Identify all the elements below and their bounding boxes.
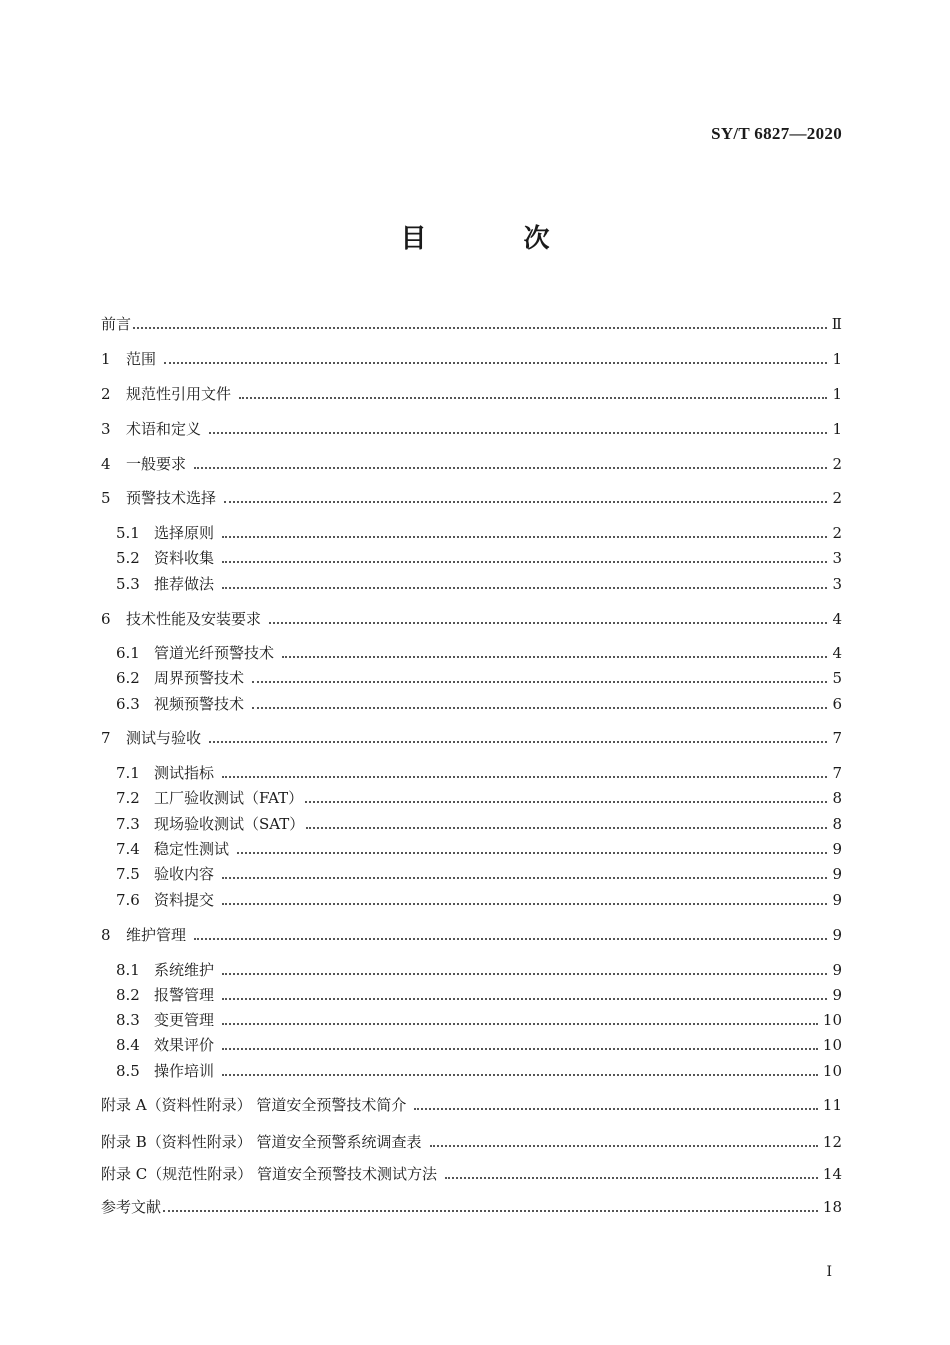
toc-entry-number: 6.1 — [116, 644, 140, 662]
toc-entry-number: 7.1 — [116, 764, 140, 782]
toc-entry-label: 测试指标 — [154, 764, 215, 782]
toc-entry-number: 7.5 — [116, 865, 140, 883]
toc-dot-leader — [224, 501, 827, 503]
toc-dot-leader — [269, 622, 827, 624]
toc-entry[interactable] — [116, 981, 842, 1005]
toc-dot-leader — [282, 656, 827, 658]
toc-dot-leader — [194, 467, 827, 469]
toc-entry-page: 9 — [832, 891, 842, 909]
toc-entry[interactable] — [101, 1091, 842, 1115]
toc-entry-page: 3 — [832, 549, 842, 567]
toc-entry[interactable] — [101, 415, 842, 439]
toc-entry-page: 10 — [822, 1062, 842, 1080]
toc-entry-page: 9 — [832, 865, 842, 883]
toc-entry-label: 管道光纤预警技术 — [154, 644, 275, 662]
toc-entry-page: 5 — [832, 669, 842, 687]
toc-entry-page: 1 — [832, 350, 842, 368]
toc-entry-page: 7 — [832, 729, 842, 747]
toc-entry-label: 选择原则 — [154, 524, 215, 542]
toc-entry-label: 效果评价 — [154, 1036, 215, 1054]
toc-entry-number: 6.2 — [116, 669, 140, 687]
toc-entry-number: 5.1 — [116, 524, 140, 542]
toc-entry[interactable] — [116, 519, 842, 543]
toc-entry-label: 系统维护 — [154, 961, 215, 979]
toc-dot-leader — [445, 1177, 818, 1179]
toc-entry-number: 5.2 — [116, 549, 140, 567]
toc-entry-page: 2 — [832, 455, 842, 473]
toc-entry[interactable] — [116, 1031, 842, 1055]
toc-entry-number: 6.3 — [116, 695, 140, 713]
toc-entry-page: 2 — [832, 524, 842, 542]
toc-entry-label: 测试与验收 — [126, 729, 202, 747]
toc-entry-number: 7.6 — [116, 891, 140, 909]
toc-entry-label: 报警管理 — [154, 986, 215, 1004]
toc-entry-page: 6 — [832, 695, 842, 713]
toc-entry[interactable] — [101, 1160, 842, 1184]
toc-entry-page: 11 — [822, 1096, 842, 1114]
toc-entry-number: 3 — [101, 420, 111, 438]
toc-entry[interactable] — [116, 664, 842, 688]
toc-dot-leader — [222, 998, 827, 1000]
toc-entry-number: 8.1 — [116, 961, 140, 979]
toc-dot-leader — [194, 938, 827, 940]
toc-entry-number: 5 — [101, 489, 111, 507]
toc-entry-number: 8.5 — [116, 1062, 140, 1080]
toc-entry-label: 工厂验收测试（FAT） — [154, 789, 304, 807]
toc-entry-page: 3 — [832, 575, 842, 593]
toc-entry-number: 2 — [101, 385, 111, 403]
toc-entry[interactable] — [116, 956, 842, 980]
toc-dot-leader — [163, 1210, 818, 1212]
toc-entry-label: 规范性引用文件 — [126, 385, 232, 403]
toc-entry-label: 操作培训 — [154, 1062, 215, 1080]
toc-dot-leader — [222, 776, 827, 778]
toc-entry[interactable] — [116, 860, 842, 884]
toc-entry-label: 技术性能及安装要求 — [126, 610, 262, 628]
toc-entry-page: 7 — [832, 764, 842, 782]
toc-entry[interactable] — [101, 1193, 842, 1217]
toc-entry[interactable] — [101, 450, 842, 474]
toc-entry-label: 稳定性测试 — [154, 840, 230, 858]
toc-entry-label: 资料收集 — [154, 549, 215, 567]
toc-entry-label: 维护管理 — [126, 926, 187, 944]
toc-entry-page: 10 — [822, 1036, 842, 1054]
toc-entry-label: 术语和定义 — [126, 420, 202, 438]
page-title: 目 次 — [400, 224, 594, 254]
toc-entry[interactable] — [116, 570, 842, 594]
toc-entry-page: Ⅱ — [831, 315, 842, 333]
toc-entry-label: 视频预警技术 — [154, 695, 245, 713]
toc-dot-leader — [133, 327, 827, 329]
toc-entry[interactable] — [116, 886, 842, 910]
toc-entry-page: 2 — [832, 489, 842, 507]
toc-entry-number: 4 — [101, 455, 111, 473]
toc-entry-page: 14 — [822, 1165, 842, 1183]
toc-entry[interactable] — [116, 784, 842, 808]
toc-entry-page: 9 — [832, 840, 842, 858]
toc-dot-leader — [414, 1108, 818, 1110]
toc-dot-leader — [306, 827, 827, 829]
toc-entry[interactable] — [116, 835, 842, 859]
toc-entry[interactable] — [101, 345, 842, 369]
toc-entry[interactable] — [101, 724, 842, 748]
toc-entry-number: 8.2 — [116, 986, 140, 1004]
toc-entry[interactable] — [116, 810, 842, 834]
toc-dot-leader — [222, 1048, 818, 1050]
toc-dot-leader — [209, 432, 827, 434]
toc-entry-page: 10 — [822, 1011, 842, 1029]
toc-entry-label: 推荐做法 — [154, 575, 215, 593]
toc-entry-page: 4 — [832, 610, 842, 628]
toc-entry[interactable] — [116, 759, 842, 783]
toc-entry-number: 6 — [101, 610, 111, 628]
toc-entry-label: 参考文献 — [101, 1198, 162, 1216]
toc-entry-label: 一般要求 — [126, 455, 187, 473]
toc-entry-page: 9 — [832, 986, 842, 1004]
toc-entry[interactable] — [116, 690, 842, 714]
toc-entry-number: 8.4 — [116, 1036, 140, 1054]
toc-entry[interactable] — [101, 310, 842, 334]
toc-dot-leader — [222, 587, 827, 589]
toc-entry[interactable] — [116, 1057, 842, 1081]
toc-dot-leader — [222, 1074, 818, 1076]
toc-entry-label: 现场验收测试（SAT） — [154, 815, 305, 833]
toc-entry[interactable] — [116, 639, 842, 663]
toc-entry[interactable] — [116, 544, 842, 568]
toc-entry-label: 前言 — [101, 315, 132, 333]
toc-entry-label: 附录 B（资料性附录） 管道安全预警系统调查表 — [101, 1133, 422, 1151]
toc-dot-leader — [430, 1145, 818, 1147]
toc-entry-label: 验收内容 — [154, 865, 215, 883]
toc-dot-leader — [222, 903, 827, 905]
toc-entry-page: 8 — [832, 815, 842, 833]
toc-dot-leader — [305, 801, 827, 803]
toc-entry[interactable] — [101, 605, 842, 629]
toc-entry-number: 7.2 — [116, 789, 140, 807]
toc-dot-leader — [222, 973, 827, 975]
toc-dot-leader — [222, 1023, 818, 1025]
toc-dot-leader — [252, 707, 827, 709]
toc-entry-label: 附录 A（资料性附录） 管道安全预警技术简介 — [101, 1096, 407, 1114]
toc-entry-page: 8 — [832, 789, 842, 807]
toc-entry-number: 7 — [101, 729, 111, 747]
toc-entry-label: 变更管理 — [154, 1011, 215, 1029]
toc-entry-number: 8.3 — [116, 1011, 140, 1029]
toc-entry-page: 1 — [832, 420, 842, 438]
toc-entry[interactable] — [101, 921, 842, 945]
toc-entry[interactable] — [101, 484, 842, 508]
toc-entry-label: 范围 — [126, 350, 157, 368]
toc-entry-page: 18 — [822, 1198, 842, 1216]
toc-entry-number: 1 — [101, 350, 111, 368]
toc-dot-leader — [164, 362, 827, 364]
toc-entry-page: 9 — [832, 961, 842, 979]
toc-entry-page: 12 — [822, 1133, 842, 1151]
toc-entry-number: 7.4 — [116, 840, 140, 858]
toc-entry-number: 7.3 — [116, 815, 140, 833]
toc-entry-number: 8 — [101, 926, 111, 944]
toc-dot-leader — [252, 681, 827, 683]
toc-entry[interactable] — [101, 380, 842, 404]
toc-dot-leader — [222, 536, 827, 538]
toc-entry-page: 9 — [832, 926, 842, 944]
toc-entry-label: 附录 C（规范性附录） 管道安全预警技术测试方法 — [101, 1165, 438, 1183]
standard-code: SY/T 6827—2020 — [711, 124, 842, 143]
toc-entry[interactable] — [116, 1006, 842, 1030]
page-number: I — [826, 1264, 832, 1280]
toc-dot-leader — [222, 561, 827, 563]
toc-dot-leader — [239, 397, 827, 399]
toc-entry-page: 1 — [832, 385, 842, 403]
toc-entry[interactable] — [101, 1128, 842, 1152]
toc-entry-label: 预警技术选择 — [126, 489, 217, 507]
toc-dot-leader — [237, 852, 827, 854]
toc-entry-page: 4 — [832, 644, 842, 662]
toc-dot-leader — [222, 877, 827, 879]
toc-entry-label: 周界预警技术 — [154, 669, 245, 687]
toc-entry-label: 资料提交 — [154, 891, 215, 909]
toc-entry-number: 5.3 — [116, 575, 140, 593]
toc-dot-leader — [209, 741, 827, 743]
